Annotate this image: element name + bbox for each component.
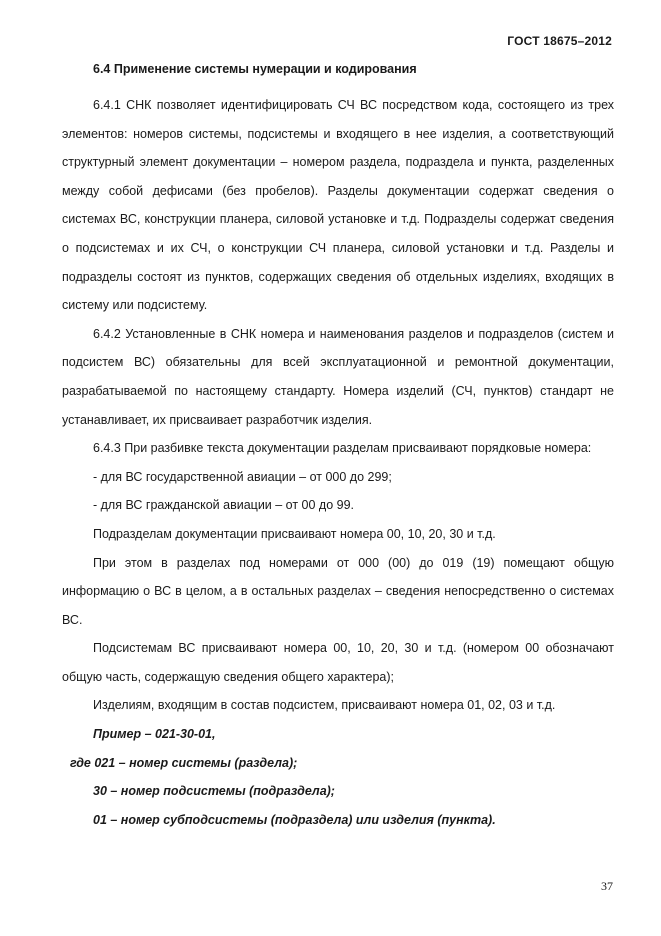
paragraph-subsystems: Подсистемам ВС присваивают номера 00, 10, 20, 30 и т.д. (номером 00 обозначают общую часть, содержащую сведения общего характера);: [62, 641, 614, 684]
section-heading: 6.4 Применение системы нумерации и кодирования: [93, 62, 417, 76]
example-line-system: где 021 – номер системы (раздела);: [70, 755, 298, 770]
list-item-civil-aviation: - для ВС гражданской авиации – от 00 до 99.: [93, 498, 355, 513]
list-item-state-aviation: - для ВС государственной авиации – от 000 до 299;: [93, 469, 392, 484]
paragraph-6-4-3: 6.4.3 При разбивке текста документации разделам присваивают порядковые номера:: [93, 441, 592, 456]
paragraph-general-info: При этом в разделах под номерами от 000 (00) до 019 (19) помещают общую информацию о ВС в целом, а в остальных разделах – сведения непосредственно о системах ВС.: [62, 555, 614, 627]
standard-code: ГОСТ 18675–2012: [507, 34, 612, 48]
example-title: Пример – 021-30-01,: [93, 727, 216, 742]
example-line-item: 01 – номер субподсистемы (подраздела) или изделия (пункта).: [93, 812, 496, 827]
page-number: 37: [601, 879, 613, 893]
paragraph-6-4-1: 6.4.1 СНК позволяет идентифицировать СЧ ВС посредством кода, состоящего из трех элементов: номеров системы, подсистемы и входящего в нее изделия, а соответствующий структурный элемент документации – номером раздела, подраздела и пункта, разделенных между собой дефисами (без пробелов). Разделы документации содержат сведения о системах ВС, конструкции планера, силовой установке и т.д. Подразделы содержат сведения о подсистемах и их СЧ, о конструкции СЧ планера, силовой установки и т.д. Разделы и подразделы состоят из пунктов, содержащих сведения об отдельных изделиях, входящих в систему или подсистему.: [62, 98, 614, 313]
paragraph-subsections: Подразделам документации присваивают номера 00, 10, 20, 30 и т.д.: [93, 526, 496, 541]
paragraph-items: Изделиям, входящим в состав подсистем, присваивают номера 01, 02, 03 и т.д.: [93, 698, 556, 713]
document-body: [62, 91, 614, 834]
example-line-subsystem: 30 – номер подсистемы (подраздела);: [93, 784, 335, 799]
paragraph-6-4-2: 6.4.2 Установленные в СНК номера и наименования разделов и подразделов (систем и подсистем ВС) обязательны для всей эксплуатационной и ремонтной документации, разрабатываемой по настоящему стандарту. Номера изделий (СЧ, пунктов) стандарт не устанавливает, их присваивает разработчик изделия.: [62, 326, 614, 427]
